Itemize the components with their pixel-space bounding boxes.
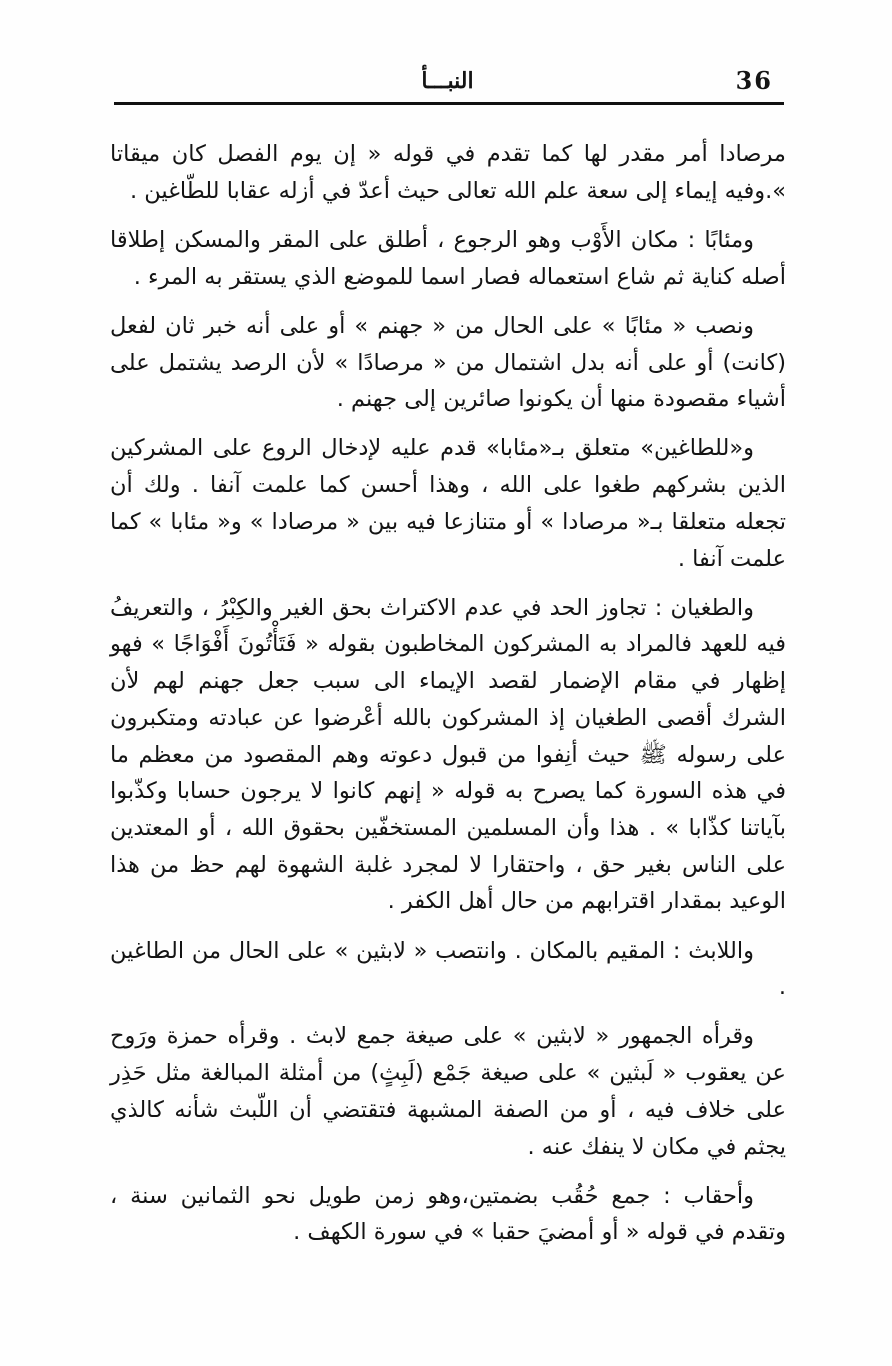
page-number: 36 bbox=[735, 66, 773, 95]
body-text bbox=[110, 136, 786, 1264]
paragraph: والطغيان : تجاوز الحد في عدم الاكتراث بحق الغير والكِبْرُ ، والتعريفُ فيه للعهد فالمراد به المشركون المخاطبون بقوله « فَتَأْتُونَ أَفْوَاجًا » فهو إظهار في مقام الإضمار لقصد الإيماء الى سبب جعل جهنم لهم لأن الشرك أقصى الطغيان إذ المشركون بالله أعْرضوا عن عبادته ومتكبرون على رسوله ﷺ حيث أنِفوا من قبول دعوته وهم المقصود من معظم ما في هذه السورة كما يصرح به قوله « إنهم كانوا لا يرجون حسابا وكذّبوا بآياتنا كذّابا » . هذا وأن المسلمين المستخفّين بحقوق الله ، أو المعتدين على الناس بغير حق ، واحتقارا لا لمجرد غلبة الشهوة لهم حظ من هذا الوعيد بمقدار اقترابهم من حال أهل الكفر . bbox=[110, 594, 786, 915]
running-title: النبـــأ bbox=[421, 68, 474, 94]
paragraph: واللابث : المقيم بالمكان . وانتصب « لابثين » على الحال من الطاغين . bbox=[110, 937, 786, 1001]
paragraph: وقرأه الجمهور « لابثين » على صيغة جمع لابث . وقرأه حمزة ورَوح عن يعقوب « لَبثين » على صيغة جَمْع (لَبِثٍ) من أمثلة المبالغة مثل حَذِر على خلاف فيه ، أو من الصفة المشبهة فتقتضي أن اللّبث شأنه كالذي يجثم في مكان لا ينفك عنه . bbox=[110, 1023, 786, 1160]
header-rule bbox=[114, 102, 784, 105]
paragraph: ونصب « مئابًا » على الحال من « جهنم » أو على أنه خبر ثان لفعل (كانت) أو على أنه بدل اشتمال من « مرصادًا » لأن الرصد يشتمل على أشياء مقصودة منها أن يكونوا صائرين إلى جهنم . bbox=[110, 312, 786, 413]
paragraph: ومئابًا : مكان الأَوْب وهو الرجوع ، أطلق على المقر والمسكن إطلاقا أصله كناية ثم شاع استعماله فصار اسما للموضع الذي يستقر به المرء . bbox=[110, 226, 786, 290]
paragraph: مرصادا أمر مقدر لها كما تقدم في قوله « إن يوم الفصل كان ميقاتا ».وفيه إيماء إلى سعة علم الله تعالى حيث أعدّ في أزله عقابا للطّاغين . bbox=[110, 141, 786, 204]
page-header bbox=[114, 58, 781, 100]
paragraph: و«للطاغين» متعلق بـ«مئابا» قدم عليه لإدخال الروع على المشركين الذين بشركهم طغوا على الله ، وهذا أحسن كما علمت آنفا . ولك أن تجعله متعلقا بـ« مرصادا » أو متنازعا فيه بين « مرصادا » و« مئابا » كما علمت آنفا . bbox=[110, 435, 786, 572]
paragraph: وأحقاب : جمع حُقُب بضمتين،وهو زمن طويل نحو الثمانين سنة ، وتقدم في قوله « أو أمضيَ حقبا » في سورة الكهف . bbox=[110, 1182, 786, 1246]
